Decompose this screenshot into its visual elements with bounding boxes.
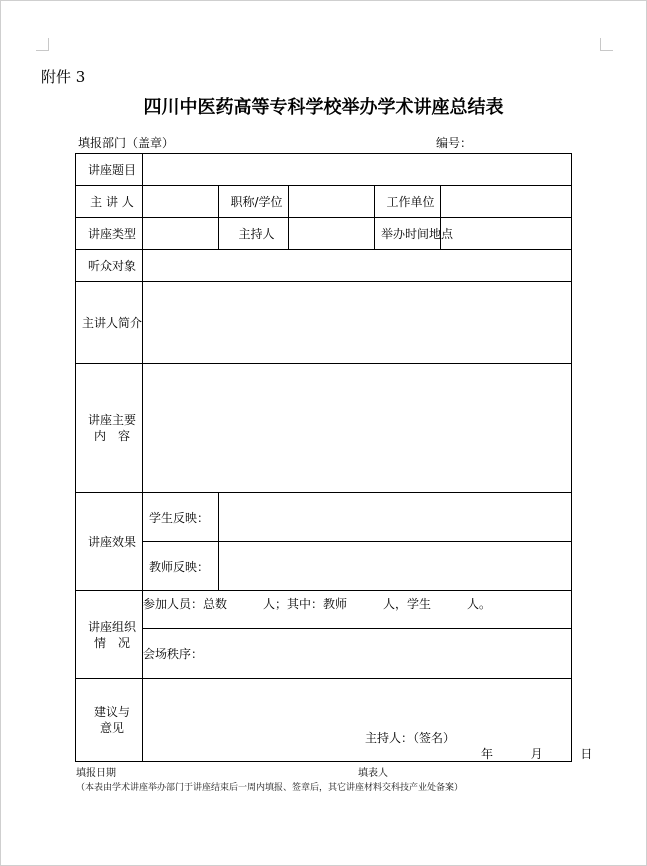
dept-label: 填报部门（盖章） — [78, 136, 175, 150]
content-field[interactable] — [143, 364, 572, 493]
work-unit-field[interactable] — [441, 186, 572, 218]
student-feedback-label: 学生反映： — [143, 493, 219, 542]
teacher-feedback-label: 教师反映： — [143, 542, 219, 591]
content-label-line1: 讲座主要 — [87, 413, 136, 427]
student-feedback-field[interactable] — [219, 493, 572, 542]
page-title: 四川中医药高等专科学校举办学术讲座总结表 — [143, 97, 504, 118]
summary-form-table — [75, 153, 593, 762]
org-label — [76, 591, 143, 679]
speaker-field[interactable] — [143, 186, 219, 218]
suggest-field[interactable] — [143, 679, 593, 762]
host-label: 主持人 — [219, 218, 289, 250]
audience-label: 听众对象 — [76, 250, 143, 282]
participants-field[interactable]: 参加人员：总数 人；其中：教师 人，学生 人。 — [143, 591, 572, 629]
org-label-line1: 讲座组织 — [87, 619, 136, 634]
suggest-label-line2: 意见 — [99, 721, 124, 735]
host-field[interactable] — [289, 218, 375, 250]
footer-note: （本表由学术讲座举办部门于讲座结束后一周内填报、签章后，其它讲座材料交科技产业处备案） — [76, 783, 464, 793]
type-label: 讲座类型 — [76, 218, 143, 250]
effect-label: 讲座效果 — [76, 493, 143, 591]
serial-label: 编号： — [436, 136, 473, 150]
type-field[interactable] — [143, 218, 219, 250]
topic-field[interactable] — [143, 154, 572, 186]
title-degree-field[interactable] — [289, 186, 375, 218]
teacher-feedback-field[interactable] — [219, 542, 572, 591]
year-label: 年 — [481, 747, 494, 761]
suggest-label — [76, 679, 143, 762]
attachment-label: 附件 3 — [41, 68, 86, 86]
filler-label: 填表人 — [358, 768, 388, 779]
day-label: 日 — [580, 747, 593, 761]
work-unit-label: 工作单位 — [375, 186, 441, 218]
suggest-label-line1: 建议与 — [93, 705, 130, 719]
speaker-label: 主 讲 人 — [76, 186, 143, 218]
audience-field[interactable] — [143, 250, 572, 282]
content-label-line2: 内 容 — [93, 429, 130, 443]
crop-mark-top-right — [600, 38, 613, 51]
signature-area — [143, 679, 593, 761]
title-degree-label: 职称/学位 — [219, 186, 289, 218]
time-place-field[interactable] — [441, 218, 572, 250]
crop-mark-top-left — [36, 38, 49, 51]
fill-date-label: 填报日期 — [76, 768, 116, 779]
host-signature: 主持人：（签名） — [365, 731, 456, 745]
bio-field[interactable] — [143, 282, 572, 364]
time-place-label: 举办时间地点 — [375, 218, 441, 250]
content-label — [76, 364, 143, 493]
signature-date — [481, 745, 592, 762]
order-field[interactable]: 会场秩序： — [143, 629, 572, 679]
bio-label: 主讲人简介 — [76, 282, 143, 364]
month-label: 月 — [530, 747, 543, 761]
topic-label: 讲座题目 — [76, 154, 143, 186]
org-label-line2: 情 况 — [93, 635, 130, 650]
